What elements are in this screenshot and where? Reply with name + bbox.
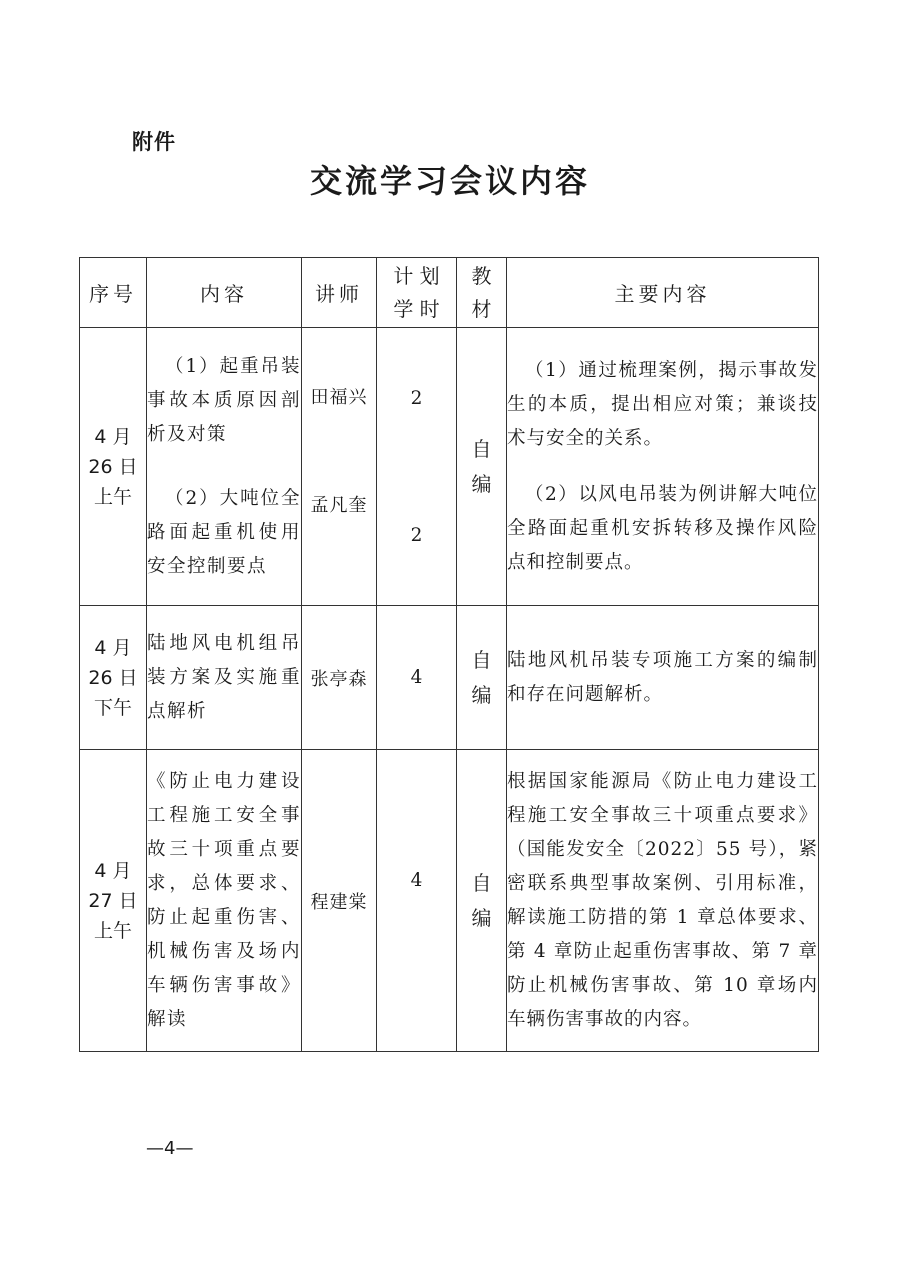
teacher-name: 程建棠 [310, 891, 368, 913]
teacher-name: 田福兴 [310, 386, 368, 408]
date-month: 4 月 [94, 425, 132, 448]
date-period: 上午 [93, 485, 132, 508]
row-teacher [302, 750, 377, 1052]
header-material-line1: 教 [471, 263, 492, 288]
date-period: 上午 [93, 919, 132, 942]
content-item: （1）起重吊装事故本质原因剖析及对策 [147, 355, 301, 445]
row-summary [507, 750, 819, 1052]
summary-item: 陆地风机吊装专项施工方案的编制和存在问题解析。 [507, 649, 818, 705]
table-row [80, 750, 819, 1052]
teacher-name: 张亭森 [310, 668, 368, 690]
row-teacher [302, 328, 377, 606]
date-month: 4 月 [94, 636, 132, 659]
date-day: 26 日 [88, 666, 138, 689]
attachment-label: 附件 [132, 130, 176, 154]
hours-value: 4 [410, 667, 423, 688]
material-line: 编 [471, 682, 492, 707]
date-month: 4 月 [94, 859, 132, 882]
row-hours [377, 750, 457, 1052]
document-title: 交流学习会议内容 [309, 162, 590, 200]
row-hours [377, 606, 457, 750]
summary-item: （1）通过梳理案例，揭示事故发生的本质，提出相应对策；兼谈技术与安全的关系。 [507, 359, 818, 449]
material-line: 编 [471, 905, 492, 930]
header-hours-line1: 计 划 [393, 263, 440, 288]
row-date [80, 606, 147, 750]
row-summary [507, 606, 819, 750]
row-date [80, 328, 147, 606]
row-content [147, 328, 302, 606]
content-item: （2）大吨位全路面起重机使用安全控制要点 [147, 487, 301, 577]
material-line: 自 [471, 870, 492, 895]
content-item: 陆地风电机组吊装方案及实施重点解析 [147, 632, 301, 722]
row-content [147, 606, 302, 750]
hours-value: 2 [410, 387, 423, 409]
content-item: 《防止电力建设工程施工安全事故三十项重点要求，总体要求、防止起重伤害、机械伤害及场内车辆伤害事故》解读 [147, 770, 301, 1030]
summary-item: 根据国家能源局《防止电力建设工程施工安全事故三十项重点要求》（国能发安全〔2022〕55 号），紧密联系典型事故案例、引用标准，解读施工防措的第 1 章总体要求、第 4 章防止起重伤害事故、第 7 章防止机械伤害事故、第 10 章场内车辆伤害事故的内容。 [507, 770, 818, 1030]
hours-value: 2 [410, 524, 423, 546]
material-line: 自 [471, 436, 492, 461]
header-summary: 主要内容 [507, 258, 819, 328]
teacher-name: 孟凡奎 [310, 494, 368, 516]
material-line: 自 [471, 647, 492, 672]
header-teacher: 讲师 [302, 258, 377, 328]
header-hours [377, 258, 457, 328]
table-header-row [80, 258, 819, 328]
page-number: —4— [146, 1138, 194, 1159]
header-material [457, 258, 507, 328]
header-index: 序号 [80, 258, 147, 328]
row-material [457, 750, 507, 1052]
table-row [80, 606, 819, 750]
date-day: 27 日 [88, 889, 138, 912]
date-period: 下午 [93, 696, 132, 719]
header-hours-line2: 学 时 [393, 296, 440, 321]
row-teacher [302, 606, 377, 750]
header-content: 内容 [147, 258, 302, 328]
row-date [80, 750, 147, 1052]
row-summary [507, 328, 819, 606]
table-row [80, 328, 819, 606]
date-day: 26 日 [88, 455, 138, 478]
row-material [457, 606, 507, 750]
material-line: 编 [471, 471, 492, 496]
row-material [457, 328, 507, 606]
summary-item: （2）以风电吊装为例讲解大吨位全路面起重机安拆转移及操作风险点和控制要点。 [507, 483, 818, 573]
header-material-line2: 材 [471, 296, 492, 321]
schedule-table [79, 257, 819, 1052]
hours-value: 4 [410, 870, 423, 891]
row-hours [377, 328, 457, 606]
row-content [147, 750, 302, 1052]
